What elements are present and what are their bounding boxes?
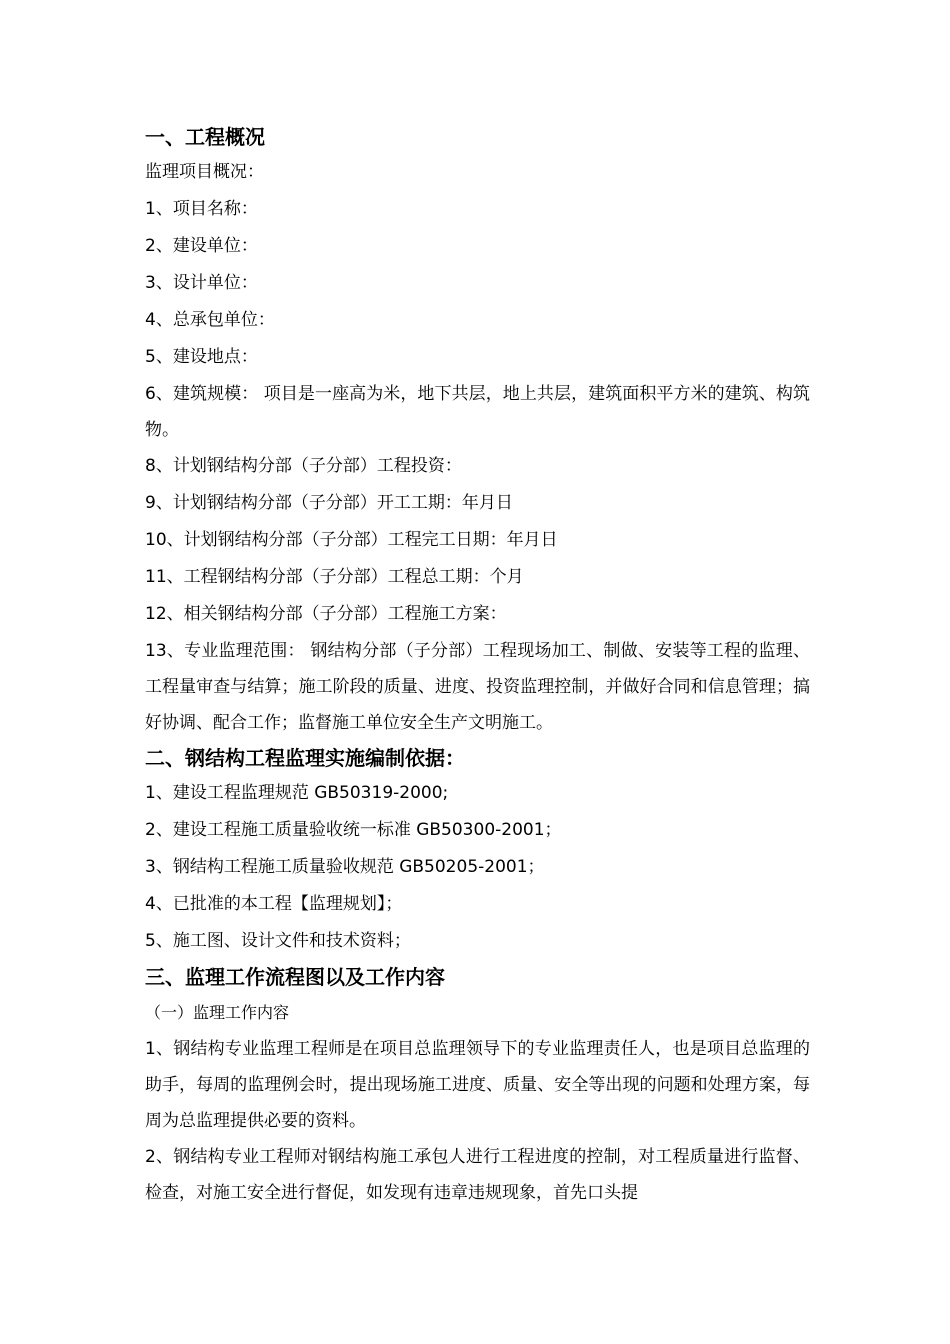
document-page	[145, 120, 810, 1211]
list-item: 9、计划钢结构分部（子分部）开工工期：年月日	[145, 493, 513, 513]
section3-heading: 三、监理工作流程图以及工作内容	[145, 965, 445, 989]
section1-heading: 一、工程概况	[145, 125, 265, 149]
list-item: 8、计划钢结构分部（子分部）工程投资：	[145, 456, 462, 476]
list-item: 4、已批准的本工程【监理规划】；	[145, 894, 403, 914]
section3-subheading: （一）监理工作内容	[145, 1003, 290, 1022]
section1-intro: 监理项目概况：	[145, 162, 264, 182]
list-item: 2、钢结构专业工程师对钢结构施工承包人进行工程进度的控制，对工程质量进行监督、检查，对施工安全进行督促，如发现有违章违规现象，首先口头提	[145, 1147, 810, 1203]
list-item: 3、设计单位：	[145, 273, 258, 293]
list-item: 2、建设工程施工质量验收统一标准 GB50300-2001；	[145, 820, 562, 840]
list-item: 5、施工图、设计文件和技术资料；	[145, 931, 411, 951]
list-item: 3、钢结构工程施工质量验收规范 GB50205-2001；	[145, 857, 545, 877]
list-item: 1、建设工程监理规范 GB50319-2000;	[145, 783, 449, 803]
list-item: 4、总承包单位：	[145, 310, 275, 330]
list-item: 5、建设地点：	[145, 347, 258, 367]
list-item: 2、建设单位：	[145, 236, 258, 256]
list-item: 6、建筑规模： 项目是一座高为米，地下共层，地上共层，建筑面积平方米的建筑、构筑物。	[145, 384, 810, 440]
section2-heading: 二、钢结构工程监理实施编制依据：	[145, 746, 465, 770]
list-item: 10、计划钢结构分部（子分部）工程完工日期：年月日	[145, 530, 558, 550]
list-item: 1、钢结构专业监理工程师是在项目总监理领导下的专业监理责任人，也是项目总监理的助手，每周的监理例会时，提出现场施工进度、质量、安全等出现的问题和处理方案，每周为总监理提供必要的资料。	[145, 1039, 810, 1131]
list-item: 1、项目名称：	[145, 199, 258, 219]
list-item: 11、工程钢结构分部（子分部）工程总工期：个月	[145, 567, 524, 587]
list-item: 13、专业监理范围： 钢结构分部（子分部）工程现场加工、制做、安装等工程的监理、工程量审查与结算；施工阶段的质量、进度、投资监理控制，并做好合同和信息管理；搞好协调、配合工作；监督施工单位安全生产文明施工。	[145, 641, 810, 733]
list-item: 12、相关钢结构分部（子分部）工程施工方案：	[145, 604, 507, 624]
